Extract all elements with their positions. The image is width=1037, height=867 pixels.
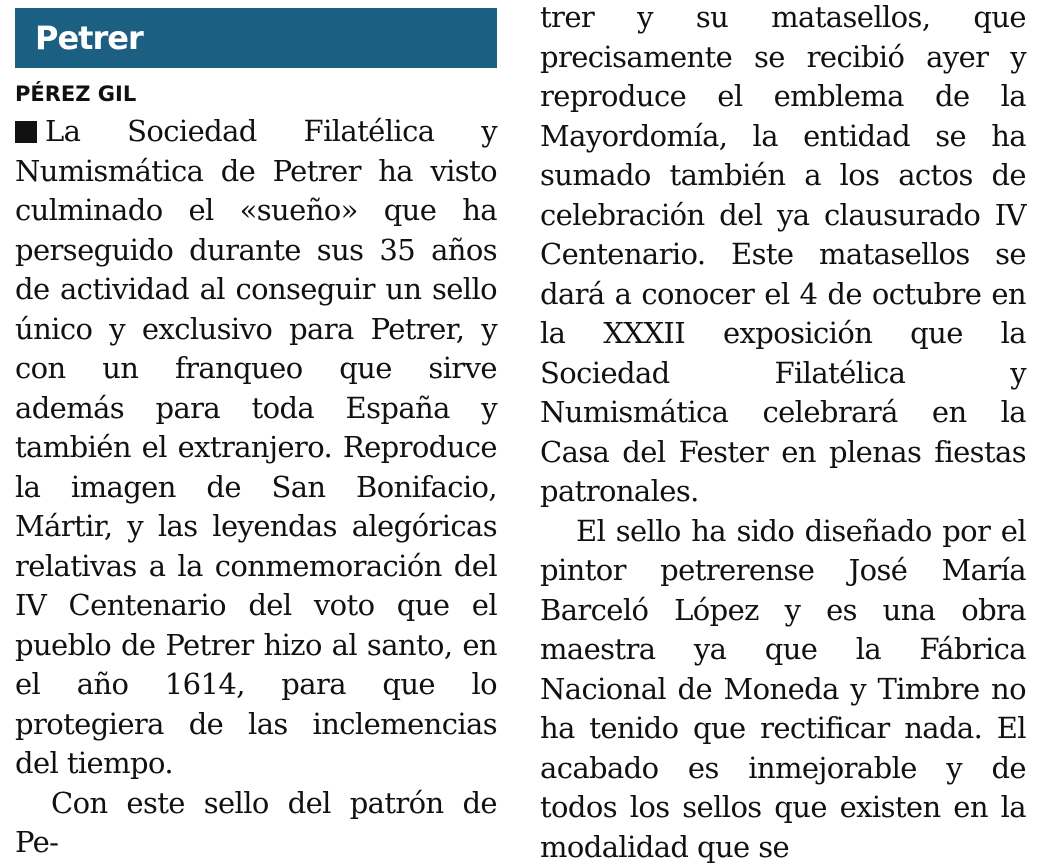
author-byline: PÉREZ GIL — [15, 82, 136, 106]
article-paragraph: El sello ha sido diseñado por el pintor petrerense José María Barceló López y es una obra maestra ya que la Fábrica Nacional de Moneda y Timbre no ha tenido que rectificar nada. El acabado es inmejorable y de todos los sellos que existen en la modalidad que se — [540, 512, 1026, 867]
bullet-square-icon — [15, 121, 37, 143]
article-column-right — [540, 0, 1026, 867]
article-column-left — [15, 112, 497, 863]
paragraph-text: La Sociedad Filatélica y Numismática de Petrer ha visto culminado el «sueño» que ha perseguido durante sus 35 años de actividad al conseguir un sello único y exclusivo para Petrer, y con un franqueo que sirve además para toda España y también el extranjero. Reproduce la imagen de San Bonifacio, Mártir, y las leyendas alegóricas relativas a la conmemoración del IV Centenario del voto que el pueblo de Petrer hizo al santo, en el año 1614, para que lo protegiera de las inclemencias del tiempo. — [15, 114, 497, 780]
article-paragraph: Con este sello del patrón de Pe- — [15, 784, 497, 863]
article-paragraph: trer y su matasellos, que precisamente se recibió ayer y reproduce el emblema de la Mayordomía, la entidad se ha sumado también a los actos de celebración del ya clausurado IV Centenario. Este matasellos se dará a conocer el 4 de octubre en la XXXII exposición que la Sociedad Filatélica y Numismática celebrará en la Casa del Fester en plenas fiestas patronales. — [540, 0, 1026, 512]
section-title: Petrer — [35, 8, 497, 68]
article-paragraph — [15, 112, 497, 784]
section-header-bar — [15, 8, 497, 68]
